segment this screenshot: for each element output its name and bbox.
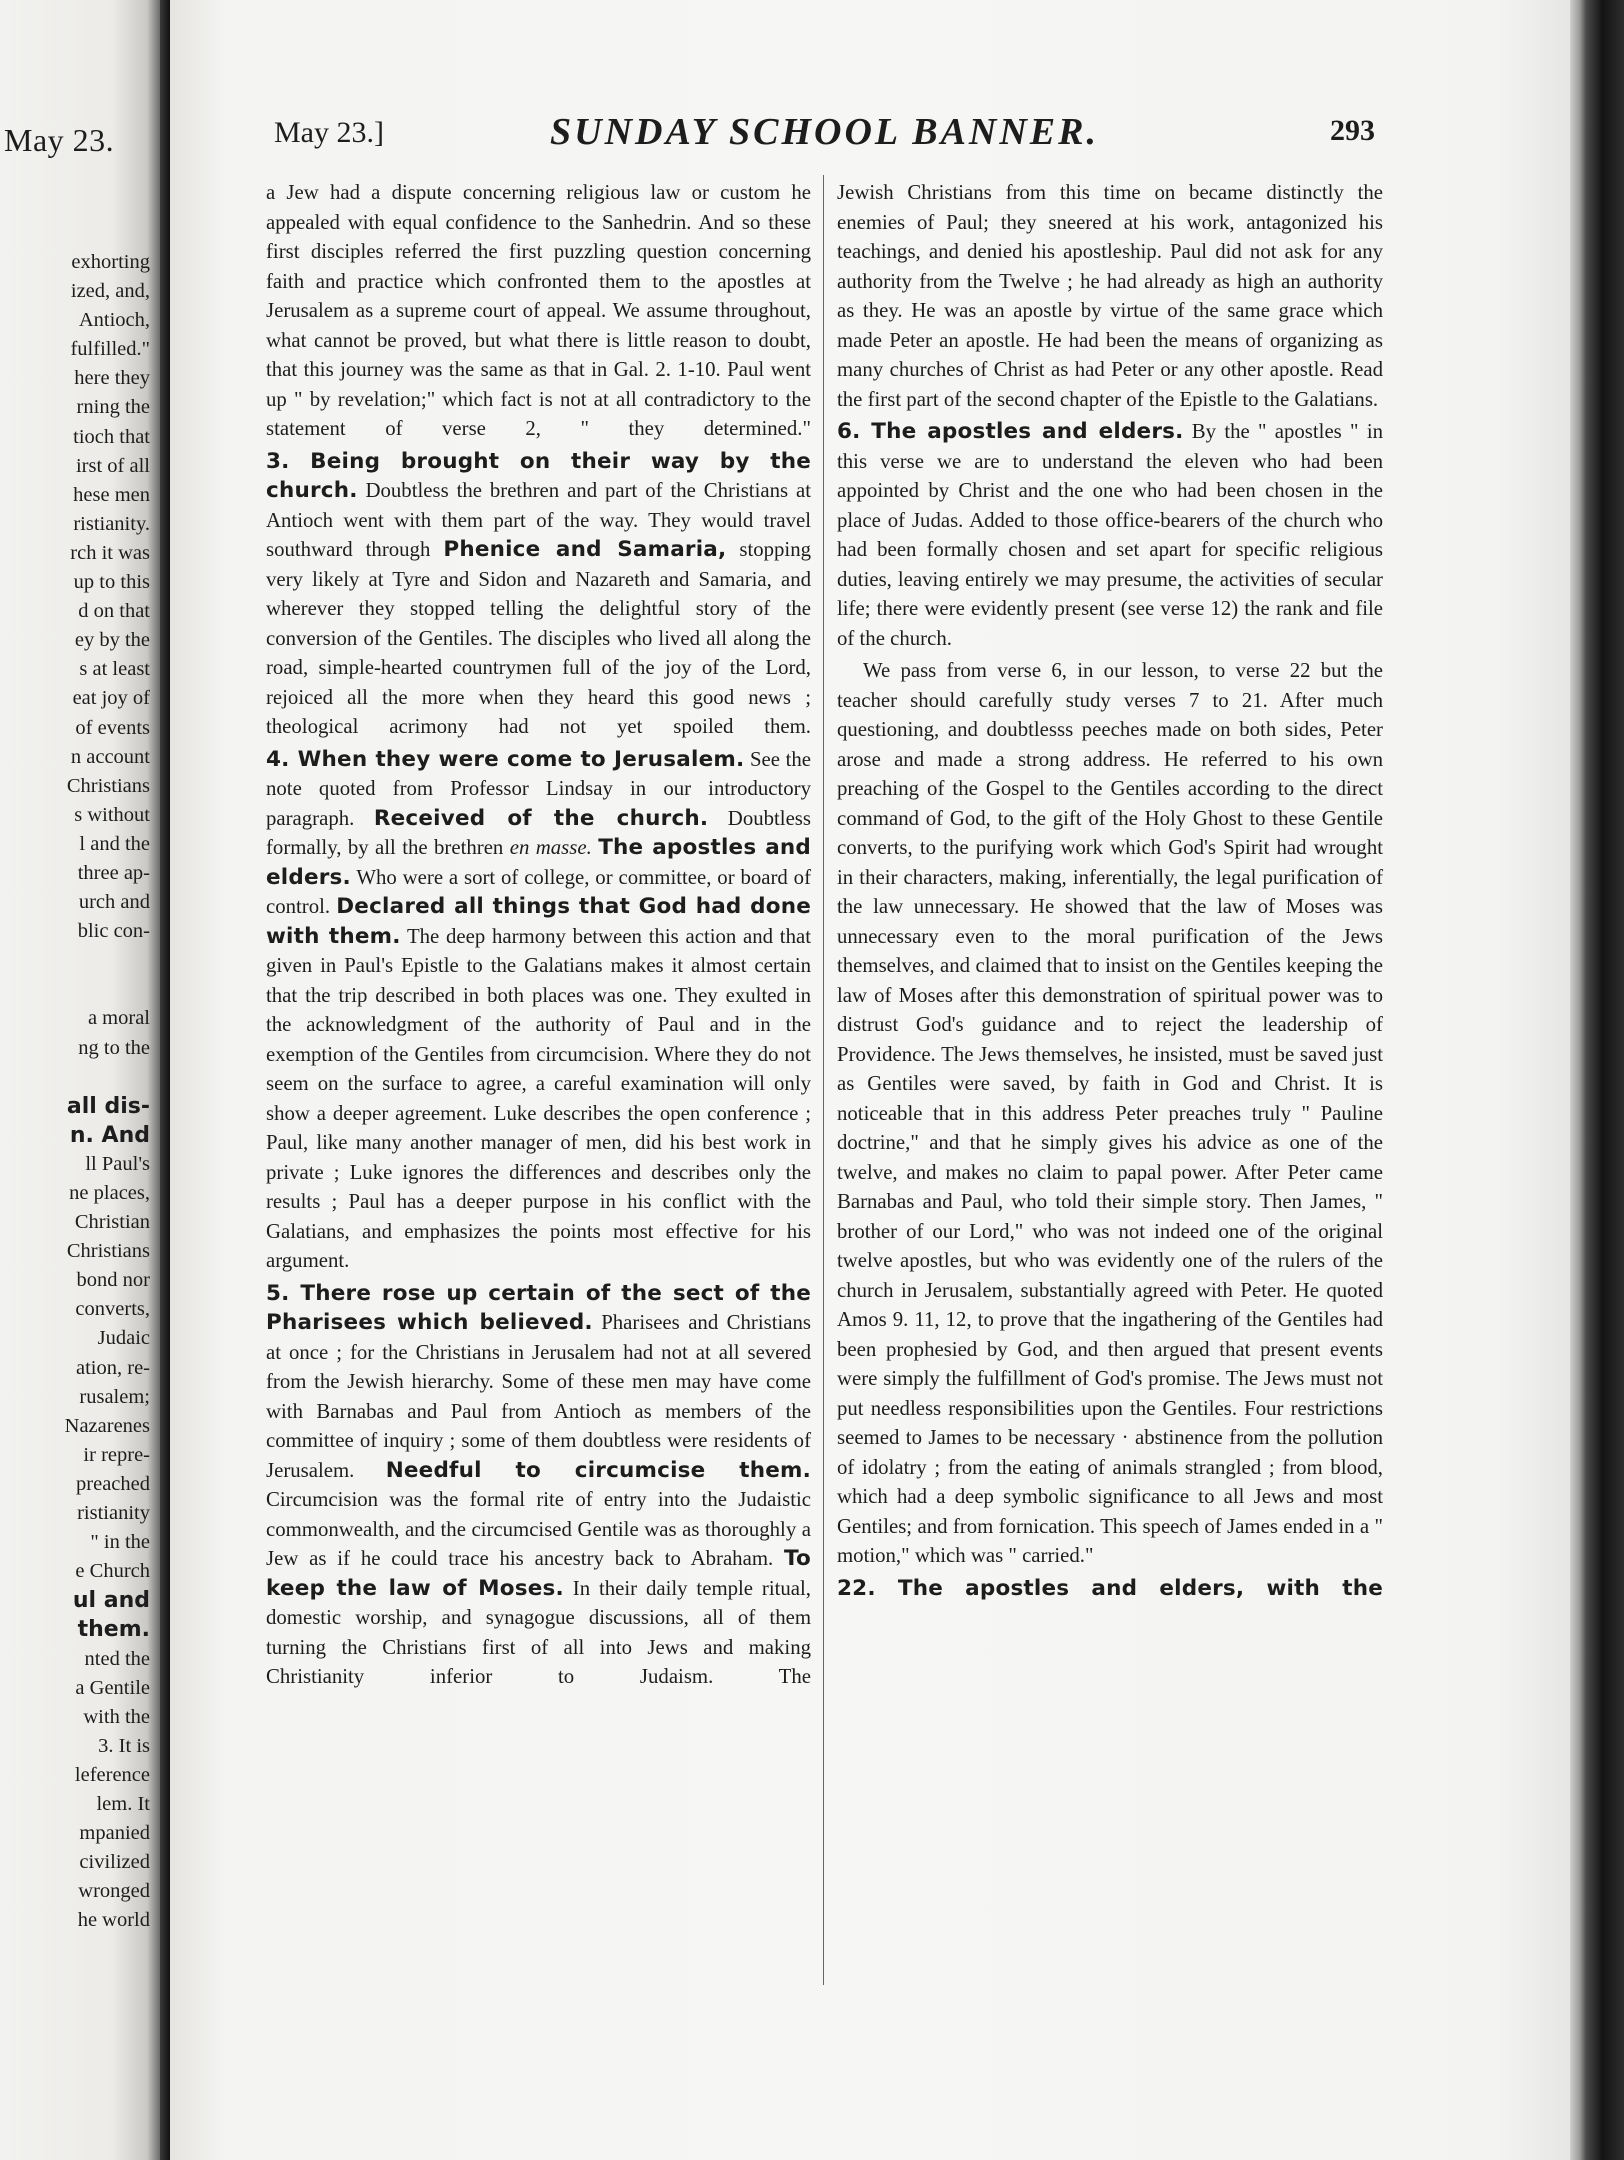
facing-page-line: rning the bbox=[76, 396, 150, 419]
facing-page-line: ul and bbox=[72, 1588, 150, 1614]
page-number: 293 bbox=[1330, 114, 1375, 147]
facing-page-line: Christian bbox=[74, 1211, 150, 1234]
verse-heading: 6. The apostles and elders. bbox=[837, 419, 1184, 444]
verse-heading: Needful to circumcise them. bbox=[385, 1457, 811, 1483]
paragraph-text: Doubtless the brethren and part of the Christians at Antioch went with them part of the way. They would travel southward through bbox=[266, 479, 811, 561]
paragraph-text: In their daily temple ritual, domestic worship, and synagogue discussions, all of them turning the Christians first of all into Jews and making Christianity inferior to Judaism. The bbox=[266, 1576, 811, 1688]
facing-page-line: here they bbox=[74, 367, 150, 390]
paragraph-text: By the " apostles " in this verse we are to understand the eleven who had been appointed by Christ and the one who had been chosen in the place of Judas. Added to those office-bearers of the church who had been formally chosen and set apart for specific religious duties, leaving entirely we may presume, the activities of secular life; there were evidently present (see verse 12) the rank and file of the church. bbox=[837, 420, 1383, 650]
italic-text: en masse. bbox=[509, 836, 592, 859]
verse-heading: 3. Being brought on their way by the church. bbox=[266, 448, 811, 503]
paragraph-text: Circumcision was the formal rite of entry into the Judaistic commonwealth, and the circumcised Gentile was as thoroughly a Jew as if he could trace his ancestry back to Abraham. bbox=[266, 1488, 811, 1570]
page-edge-shadow bbox=[1570, 0, 1624, 2160]
facing-page-line: d on that bbox=[78, 600, 150, 623]
verse-heading: To keep the law of Moses. bbox=[266, 1546, 811, 1601]
facing-page-line: nted the bbox=[84, 1647, 150, 1670]
verse-heading: 4. When they were come to Jerusalem. bbox=[266, 746, 745, 772]
facing-page-line: ll Paul's bbox=[85, 1152, 150, 1175]
paragraph bbox=[266, 447, 811, 742]
book-page bbox=[170, 0, 1570, 2160]
facing-page-line: up to this bbox=[73, 571, 150, 594]
facing-page-line: s at least bbox=[79, 658, 150, 681]
facing-page-line: leference bbox=[74, 1763, 150, 1786]
running-head-date: May 23.] bbox=[274, 116, 384, 149]
facing-page-line: hese men bbox=[73, 483, 150, 506]
facing-page-line: e Church bbox=[75, 1560, 150, 1583]
facing-page-header: May 23. bbox=[4, 122, 115, 158]
facing-page-line: n. And bbox=[69, 1122, 150, 1148]
facing-page-line: blic con- bbox=[77, 920, 150, 943]
paragraph-text: The deep harmony between this action and that given in Paul's Epistle to the Galatians makes it almost certain that the trip described in both places was one. They exulted in the acknowledgment of the authority of Paul and in the exemption of the Gentiles from circumcision. Where they do not seem on the surface to agree, a careful examination will only show a deeper agreement. Luke describes the open conference ; Paul, like many another manager of men, did his best work in private ; Luke ignores the differences and describes only the results ; Paul has a deeper purpose in his conflict with the Galatians, and emphasizes the points most effective for his argument. bbox=[266, 924, 811, 1272]
facing-page-line bbox=[65, 975, 150, 1004]
book-gutter bbox=[160, 0, 170, 2160]
paragraph: a Jew had a dispute concerning religious law or custom he appealed with equal confidence to the Sanhedrin. And so these first disciples referred the first puzzling question concerning faith and practice which confronted them to the apostles at Jerusalem as a supreme court of appeal. We assume throughout, what cannot be proved, but what there is little reason to doubt, that this journey was the same as that in Gal. 2. 1-10. Paul went up " by revelation;" which fact is not at all contradictory to the statement of verse 2, " they determined." bbox=[266, 181, 811, 440]
verse-heading: 5. There rose up certain of the sect of the Pharisees which believed. bbox=[266, 1280, 811, 1335]
facing-page-line: Nazarenes bbox=[64, 1414, 150, 1437]
facing-page-line bbox=[65, 1063, 150, 1092]
text-column-right bbox=[837, 178, 1383, 1603]
paragraph: We pass from verse 6, in our lesson, to verse 22 but the teacher should carefully study verses 7 to 21. After much questioning, and doubtlesss peeches made on both sides, Peter arose and made a strong address. He referred to his own preaching of the Gospel to the Gentiles according to the direct command of God, to the gift of the Holy Ghost to these Gentile converts, to the purifying work which God's Spirit had wrought in their characters, making, inferentially, the legal purification of the law unnecessary. He showed that the law of Moses was unnecessary even to the moral purification of the Jews themselves, and claimed that to insist on the Gentiles keeping the law of Moses after this demonstration of spiritual power was to distrust God's guidance and to reject the leadership of Providence. The Jews themselves, he insisted, must be saved just as Gentiles were saved, by faith in God and Christ. It is noticeable that in this address Peter preaches truly " Pauline doctrine," and that he simply gives his advice as one of the twelve, and makes no claim to papal power. After Peter came Barnabas and Paul, who told their simple story. Then James, " brother of our Lord," who was not indeed one of the original twelve apostles, but who was evidently one of the rulers of the church in Jerusalem, substantially agreed with Peter. He quoted Amos 9. 11, 12, to prove that the ingathering of the Gentiles had been prophesied by God, and then argued that present events were simply the fulfillment of God's promise. The Jews must not put needless responsibilities upon the Gentiles. Four restrictions seemed to James to be necessary · abstinence from the pollution of idolatry ; from the eating of animals strangled ; from blood, which had a deep symbolic significance to all Jews and most Gentiles; and from fornication. This speech of James ended in a " motion," which was " carried." bbox=[837, 659, 1383, 1567]
paragraph-text: Doubtless formally, by all the brethren bbox=[266, 806, 811, 859]
facing-page bbox=[0, 0, 160, 2160]
facing-page-line: 3. It is bbox=[98, 1734, 150, 1757]
facing-page-line: three ap- bbox=[77, 861, 150, 884]
facing-page-line: Judaic bbox=[97, 1327, 150, 1350]
paragraph-text: See the note quoted from Professor Lindsay in our introductory paragraph. bbox=[266, 747, 811, 830]
facing-page-line: wronged bbox=[78, 1880, 150, 1903]
facing-page-line: irst of all bbox=[75, 454, 150, 477]
column-rule bbox=[823, 175, 824, 1985]
verse-heading: The apostles and elders. bbox=[266, 835, 812, 890]
paragraph-text: Who were a sort of college, or committee, or board of control. bbox=[266, 865, 811, 918]
verse-heading: Phenice and Samaria, bbox=[443, 537, 727, 562]
facing-page-line: fulfilled." bbox=[70, 338, 150, 361]
facing-page-line: rch it was bbox=[70, 541, 150, 564]
facing-page-line: lem. It bbox=[96, 1792, 150, 1815]
facing-page-line: a Gentile bbox=[75, 1676, 150, 1699]
facing-page-line: civilized bbox=[79, 1851, 150, 1874]
facing-page-line: ng to the bbox=[78, 1036, 150, 1059]
facing-page-line: urch and bbox=[78, 891, 150, 914]
facing-page-line: exhorting bbox=[71, 251, 150, 273]
facing-page-line: l and the bbox=[79, 832, 150, 855]
verse-heading: Declared all things that God had done with them. bbox=[266, 894, 812, 949]
text-column-left bbox=[266, 178, 811, 1692]
facing-page-line: s without bbox=[74, 803, 150, 826]
facing-page-line bbox=[65, 946, 150, 975]
paragraph: Jewish Christians from this time on became distinctly the enemies of Paul; they sneered at his work, antagonized his teachings, and denied his apostleship. Paul did not ask for any authority from the Twelve ; he had already as high an authority as they. He was an apostle by virtue of the same grace which made Peter an apostle. He had been the means of organizing as many churches of Christ as had Peter or any other apostle. Read the first part of the second chapter of the Epistle to the Galatians. bbox=[837, 181, 1383, 411]
facing-page-line: all dis- bbox=[66, 1093, 150, 1119]
facing-page-line: ation, re- bbox=[76, 1356, 150, 1379]
paragraph bbox=[837, 1574, 1383, 1604]
verse-heading: Received of the church. bbox=[373, 805, 709, 831]
facing-page-line: them. bbox=[77, 1617, 150, 1643]
facing-page-line: rusalem; bbox=[79, 1385, 150, 1408]
facing-page-line: bond nor bbox=[76, 1269, 150, 1292]
facing-page-line: ristianity bbox=[77, 1502, 150, 1525]
facing-page-line: with the bbox=[83, 1705, 150, 1728]
facing-page-line: ristianity. bbox=[73, 512, 150, 535]
facing-page-line: mpanied bbox=[79, 1822, 150, 1845]
paragraph bbox=[266, 1279, 811, 1692]
facing-page-line: ne places, bbox=[69, 1182, 150, 1204]
facing-page-line: tioch that bbox=[73, 425, 150, 448]
facing-page-text bbox=[65, 248, 150, 1935]
facing-page-line: preached bbox=[76, 1472, 150, 1495]
facing-page-line: Antioch, bbox=[78, 309, 150, 332]
facing-page-line: Christians bbox=[66, 1240, 150, 1263]
verse-heading: 22. The apostles and elders, with the bbox=[837, 1575, 1383, 1601]
facing-page-line: " in the bbox=[90, 1531, 150, 1554]
facing-page-line: Christians bbox=[66, 774, 150, 797]
facing-page-line: converts, bbox=[75, 1298, 150, 1321]
facing-page-line: of events bbox=[75, 716, 150, 739]
paragraph-text: stopping very likely at Tyre and Sidon and Nazareth and Samaria, and wherever they stopped telling the delightful story of the conversion of the Gentiles. The disciples who lived all along the road, simple-hearted countrymen full of the joy of the Lord, rejoiced all the more when they heard this good news ; theological acrimony had not yet spoiled them. bbox=[266, 538, 812, 738]
paragraph-text: Pharisees and Christians at once ; for the Christians in Jerusalem had not at all severed from the Jewish hierarchy. Some of these men may have come with Barnabas and Paul from Antioch as members of the committee of inquiry ; some of them doubtless were residents of Jerusalem. bbox=[266, 1311, 811, 1482]
facing-page-line: he world bbox=[77, 1909, 150, 1932]
paragraph bbox=[266, 745, 811, 1276]
facing-page-line: ir repre- bbox=[83, 1443, 150, 1466]
facing-page-line: n account bbox=[70, 745, 150, 768]
facing-page-line: ey by the bbox=[74, 629, 150, 652]
facing-page-line: eat joy of bbox=[72, 687, 150, 710]
running-head-title: SUNDAY SCHOOL BANNER. bbox=[550, 111, 1100, 153]
paragraph bbox=[837, 417, 1383, 653]
facing-page-line: ized, and, bbox=[70, 280, 150, 303]
facing-page-line: a moral bbox=[87, 1007, 150, 1030]
